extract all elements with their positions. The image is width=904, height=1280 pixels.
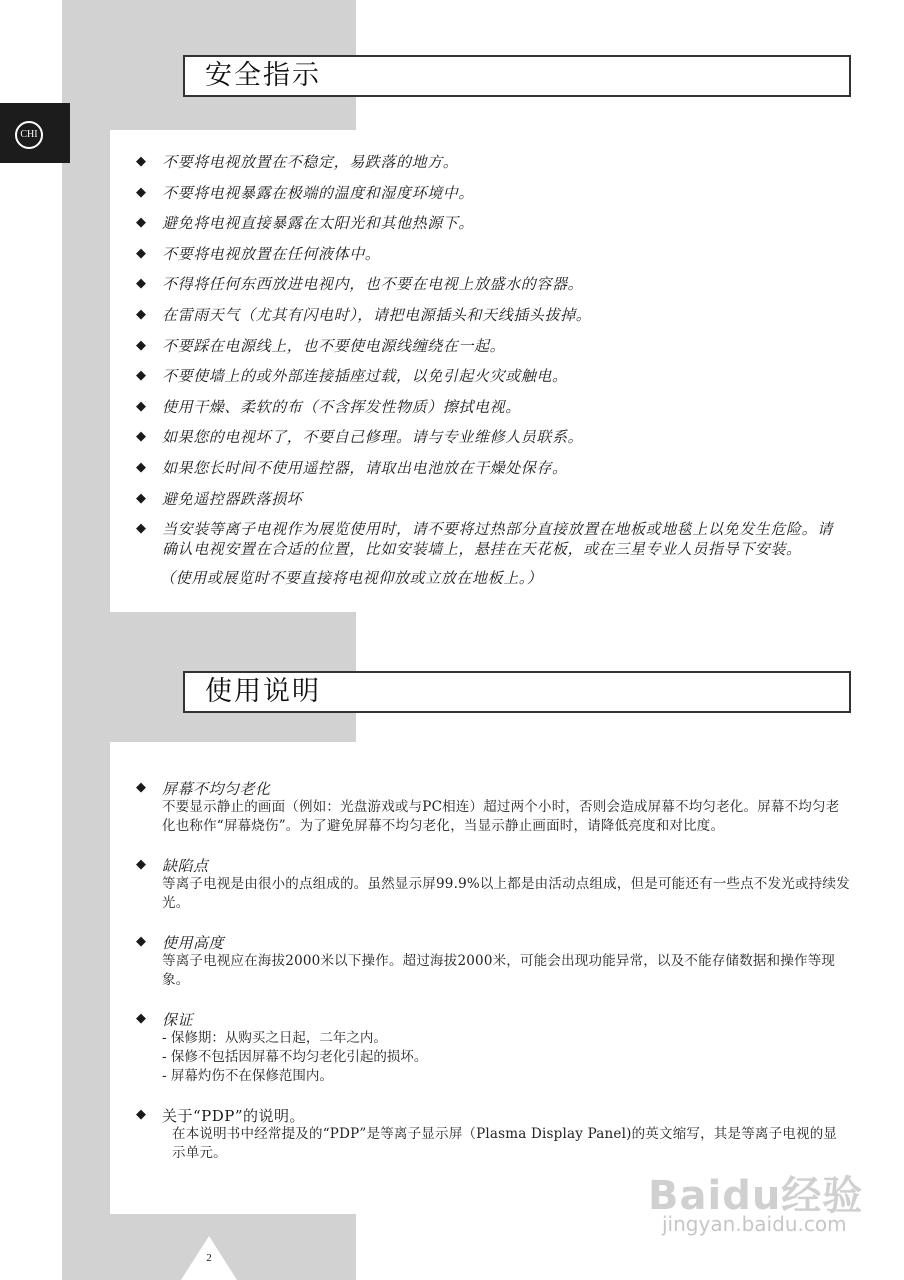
usage-item-defect-pixels — [136, 857, 850, 913]
list-item: ◆ 当安装等离子电视作为展览使用时，请不要将过热部分直接放置在地板或地毯上以免发生危险。请确认电视安置在合适的位置，比如安装墙上，悬挂在天花板，或在三星专业人员指导下安装。 — [136, 520, 833, 559]
diamond-bullet-icon: ◆ — [136, 398, 147, 414]
language-badge: CHI — [15, 121, 43, 149]
list-item: ◆ 不要将电视放置在任何液体中。 — [136, 244, 381, 263]
list-item: ◆ 不要将电视放置在不稳定，易跌落的地方。 — [136, 153, 459, 171]
diamond-bullet-icon: ◆ — [136, 245, 147, 261]
list-item: ◆ 不得将任何东西放进电视内，也不要在电视上放盛水的容器。 — [136, 275, 584, 294]
list-item: ◆ 在雷雨天气（尤其有闪电时），请把电源插头和天线插头拔掉。 — [136, 305, 592, 324]
page-number: 2 — [206, 1252, 212, 1264]
list-item: ◆ 避免将电视直接暴露在太阳光和其他热源下。 — [136, 214, 475, 233]
usage-item-pdp — [136, 1107, 850, 1163]
language-tab — [0, 103, 70, 163]
usage-heading: 关于“PDP”的说明。 — [162, 1107, 306, 1125]
usage-heading: 屏幕不均匀老化 — [162, 780, 271, 798]
usage-item-warranty — [136, 1011, 850, 1086]
diamond-bullet-icon: ◆ — [136, 1107, 146, 1122]
diamond-bullet-icon: ◆ — [136, 306, 147, 322]
usage-body: 等离子电视应在海拔2000米以下操作。超过海拔2000米，可能会出现功能异常，以及不能存储数据和操作等现象。 — [162, 953, 836, 988]
list-item: ◆ 如果您长时间不使用遥控器，请取出电池放在干燥处保存。 — [136, 458, 568, 477]
list-item: ◆ 不要踩在电源线上，也不要使电源线缠绕在一起。 — [136, 336, 506, 355]
list-item: ◆ 使用干燥、柔软的布（不含挥发性物质）擦拭电视。 — [136, 397, 521, 416]
warranty-line: - 保修期：从购买之日起，二年之内。 — [162, 1030, 387, 1046]
diamond-bullet-icon: ◆ — [136, 154, 147, 169]
usage-heading: 缺陷点 — [162, 857, 209, 875]
usage-title: 使用说明 — [183, 671, 851, 713]
usage-item-altitude — [136, 934, 850, 990]
usage-body: 等离子电视是由很小的点组成的。虽然显示屏99.9%以上都是由活动点组成，但是可能还有一些点不发光或持续发光。 — [162, 876, 850, 911]
safety-title: 安全指示 — [183, 55, 851, 97]
diamond-bullet-icon: ◆ — [136, 857, 146, 872]
diamond-bullet-icon: ◆ — [136, 1011, 146, 1026]
diamond-bullet-icon: ◆ — [136, 429, 147, 445]
usage-heading: 使用高度 — [162, 934, 225, 952]
usage-list — [136, 780, 850, 1184]
diamond-bullet-icon: ◆ — [136, 459, 147, 475]
baidu-watermark-logo: Baidu经验 — [648, 1173, 864, 1219]
usage-body: 不要显示静止的画面（例如：光盘游戏或与PC相连）超过两个小时，否则会造成屏幕不均匀老化。屏幕不均匀老化也称作“屏幕烧伤”。为了避免屏幕不均匀老化，当显示静止画面时，请降低亮度和对比度。 — [162, 799, 840, 834]
diamond-bullet-icon: ◆ — [136, 934, 146, 949]
list-item: ◆ 避免遥控器跌落损坏 — [136, 489, 303, 508]
diamond-bullet-icon: ◆ — [136, 521, 147, 537]
list-item: ◆ 不要将电视暴露在极端的温度和湿度环境中。 — [136, 183, 475, 202]
usage-body: 在本说明书中经常提及的“PDP”是等离子显示屏（Plasma Display Panel)的英文缩写，其是等离子电视的显示单元。 — [172, 1126, 838, 1161]
diamond-bullet-icon: ◆ — [136, 184, 147, 200]
diamond-bullet-icon: ◆ — [136, 337, 147, 353]
list-item: ◆ 如果您的电视坏了，不要自己修理。请与专业维修人员联系。 — [136, 428, 584, 447]
list-item: ◆ 不要使墙上的或外部连接插座过载，以免引起火灾或触电。 — [136, 367, 568, 386]
diamond-bullet-icon: ◆ — [136, 490, 147, 506]
diamond-bullet-icon: ◆ — [136, 780, 146, 795]
diamond-bullet-icon: ◆ — [136, 215, 147, 231]
baidu-watermark-url: jingyan.baidu.com — [662, 1212, 847, 1236]
usage-heading: 保证 — [162, 1011, 194, 1029]
diamond-bullet-icon: ◆ — [136, 276, 147, 292]
safety-note: （使用或展览时不要直接将电视仰放或立放在地板上。） — [160, 569, 543, 587]
safety-list — [136, 152, 848, 559]
diamond-bullet-icon: ◆ — [136, 368, 147, 384]
warranty-line: - 屏幕灼伤不在保修范围内。 — [162, 1068, 333, 1084]
warranty-line: - 保修不包括因屏幕不均匀老化引起的损坏。 — [162, 1049, 428, 1065]
usage-item-burn-in — [136, 780, 850, 836]
